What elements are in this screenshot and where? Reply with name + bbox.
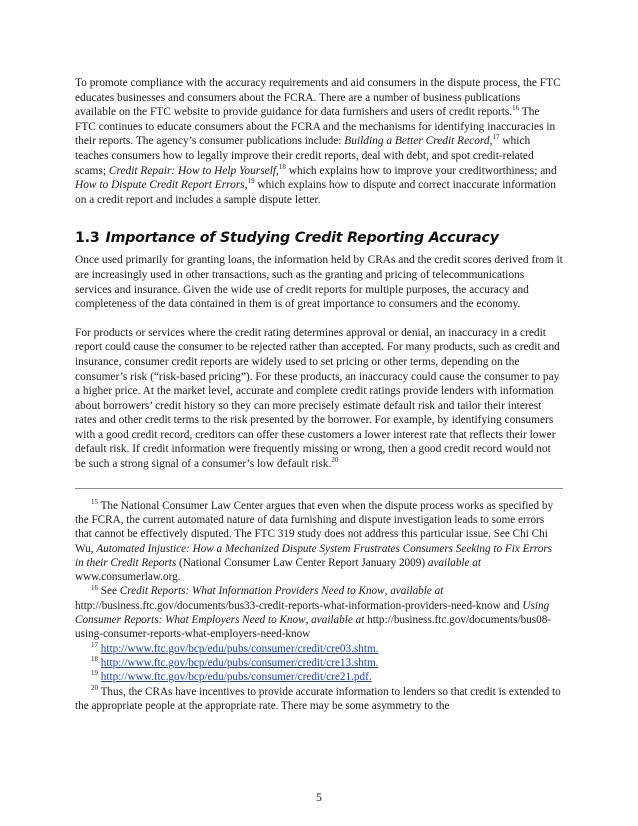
footnote-16 [75, 584, 563, 641]
text: For products or services where the credit rating determines approval or denial, an inaccuracy in a credit report could cause the consumer to be rejected rather than accepted. For many products, such as credit and insurance, consumer credit reports are widely used to set pricing or other terms, depending on the consumer’s risk (“risk-based pricing”). For these products, an inaccuracy could cause the consumer to pay a higher price. At the market level, accurate and complete credit ratings provide lenders with information about borrowers’ credit history so they can more precisely estimate default risk and tailor their interest rates and other credit terms to the risk presented by the borrower. For example, by identifying consumers with a good credit record, creditors can offer these customers a lower interest rate that reflects their lower default risk. If credit information were frequently missing or wrong, then a good credit record would not be such a strong signal of a consumer’s low default risk. [75, 326, 560, 471]
section-title: Importance of Studying Credit Reporting Accuracy [105, 230, 499, 247]
text: http://business.ftc.gov/documents/bus08-using-consumer-reports-what-employers-need-know [75, 614, 552, 641]
text: , [305, 614, 312, 627]
text: , [384, 585, 391, 598]
text: available at [427, 556, 481, 569]
section-heading [75, 229, 563, 247]
footnote-18 [75, 656, 563, 670]
publication-title: Building a Better Credit Record [344, 135, 490, 148]
text: which teaches consumers how to legally improve their credit reports, deal with debt, and spot credit-related scams; [75, 135, 534, 177]
footnote-link[interactable]: http://www.ftc.gov/bcp/edu/pubs/consumer/credit/cre03.shtm. [100, 642, 379, 655]
text: The FTC continues to educate consumers about the FCRA and the mechanisms for identifying inaccuracies in their reports. The agency’s consumer publications include: [75, 106, 556, 148]
text: , [244, 179, 248, 192]
paragraph-ftc-education [75, 76, 563, 207]
text: Thus, the CRAs have incentives to provide accurate information to lenders so that credit is extended to the appropriate people at the appropriate rate. There may be some asymmetry to the [75, 685, 561, 712]
document-page [75, 76, 563, 713]
footnote-20 [75, 685, 563, 714]
footnote-number: 20 [91, 683, 98, 692]
footnote-ref-19[interactable]: 19 [247, 177, 255, 186]
text: The National Consumer Law Center argues that even when the dispute process works as specified by the FCRA, the current automated nature of data furnishing and dispute investigation leads to some errors that cannot be effectively disputed. The FTC 319 study does not address this particular issue. See Chi Chi Wu, [75, 499, 554, 555]
cited-title: Credit Reports: What Information Providers Need to Know [119, 585, 385, 598]
text: (National Consumer Law Center Report January 2009) [176, 556, 428, 569]
text: available at [311, 614, 365, 627]
text: , [276, 164, 279, 177]
paragraph-credit-rating [75, 326, 563, 472]
footnote-ref-17[interactable]: 17 [492, 133, 500, 142]
text: To promote compliance with the accuracy requirements and aid consumers in the dispute process, the FTC educates businesses and consumers about the FCRA. There are a number of business publications available on the FTC website to provide guidance for data furnishers and users of credit reports. [75, 77, 561, 119]
footnote-ref-20[interactable]: 20 [331, 456, 339, 465]
text: , [489, 135, 493, 148]
footnote-number: 16 [91, 583, 98, 592]
paragraph-credit-use: Once used primarily for granting loans, the information held by CRAs and the credit scores derived from it are increasingly used in other transactions, such as the granting and pricing of telecommunications services and insurance. Given the wide use of credit reports for multiple purposes, the accuracy and completeness of the data contained in them is of great importance to consumers and the economy. [75, 254, 563, 311]
text: which explains how to improve your creditworthiness; and [285, 164, 557, 177]
footnote-17 [75, 642, 563, 656]
text: which explains how to dispute and correct inaccurate information on a credit report and includes a sample dispute letter. [75, 179, 556, 206]
footnote-15 [75, 499, 563, 585]
footnote-ref-16[interactable]: 16 [512, 104, 520, 113]
footnote-number: 18 [91, 655, 98, 664]
text: available at [390, 585, 444, 598]
footnote-number: 15 [91, 497, 98, 506]
footnote-link[interactable]: http://www.ftc.gov/bcp/edu/pubs/consumer/credit/cre21.pdf. [100, 671, 372, 684]
footnote-number: 17 [91, 640, 98, 649]
footnote-19 [75, 670, 563, 684]
cited-title: Using Consumer Reports: What Employers Need to Know [75, 599, 550, 627]
footnote-ref-18[interactable]: 18 [278, 162, 286, 171]
text: www.consumerlaw.org. [75, 571, 181, 584]
text: http://business.ftc.gov/documents/bus33-credit-reports-what-information-providers-need-know and [75, 599, 523, 612]
page-number: 5 [316, 792, 322, 804]
publication-title: How to Dispute Credit Report Errors [75, 179, 245, 192]
text: See [98, 585, 120, 598]
footnote-link[interactable]: http://www.ftc.gov/bcp/edu/pubs/consumer/credit/cre13.shtm. [100, 656, 379, 669]
section-number: 1.3 [75, 230, 100, 247]
footnote-number: 19 [91, 669, 98, 678]
footnote-separator [75, 488, 563, 489]
cited-title: Automated Injustice: How a Mechanized Dispute System Frustrates Consumers Seeking to Fix Errors in their Credit Reports [75, 542, 553, 569]
publication-title: Credit Repair: How to Help Yourself [108, 164, 277, 177]
